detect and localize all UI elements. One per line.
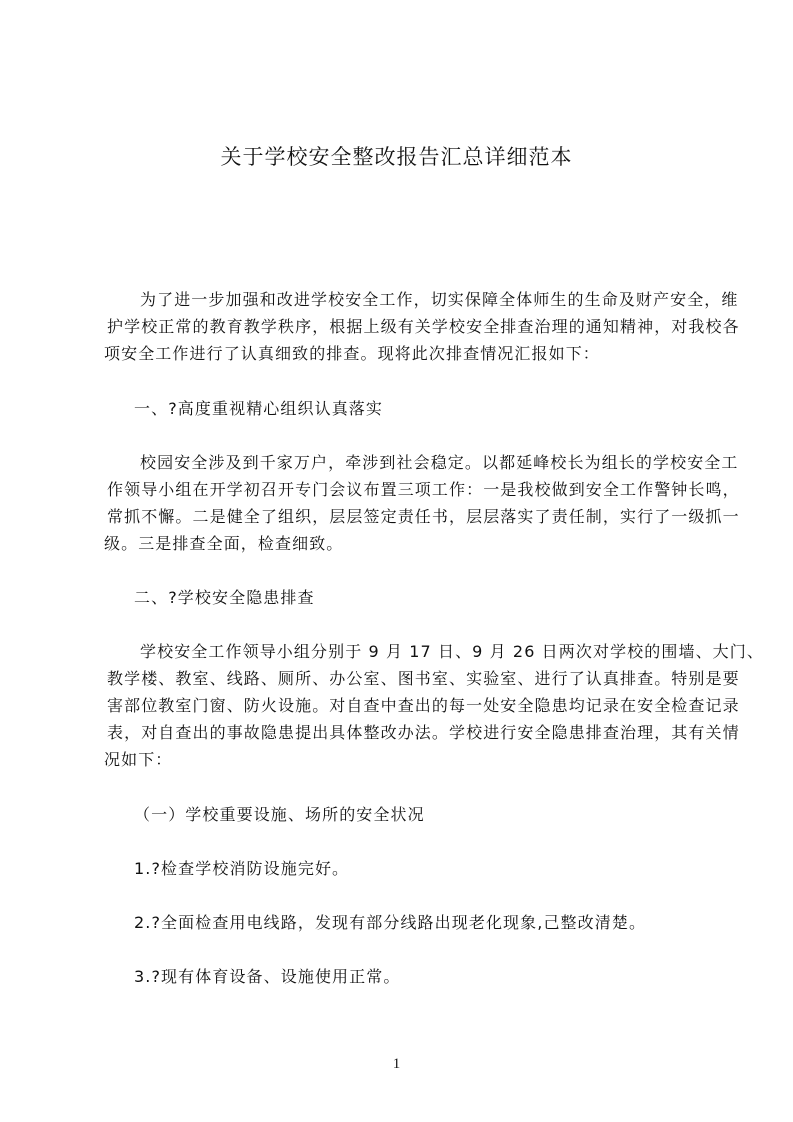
intro-line: 护学校正常的教育教学秩序，根据上级有关学校安全排查治理的通知精神，对我校各 [107,317,740,336]
paragraph-line: 作领导小组在开学初召开专门会议布置三项工作：一是我校做到安全工作警钟长鸣， [107,480,740,499]
subsection-heading: （一）学校重要设施、场所的安全状况 [134,805,425,824]
paragraph-line: 级。三是排查全面，检查细致。 [104,534,344,553]
paragraph-line: 常抓不懈。二是健全了组织，层层签定责任书，层层落实了责任制，实行了一级抓一 [107,507,740,526]
list-item: 3.?现有体育设备、设施使用正常。 [134,967,401,986]
paragraph-line: 表，对自查出的事故隐患提出具体整改办法。学校进行安全隐患排查治理，其有关情 [107,723,740,742]
list-item: 1.?检查学校消防设施完好。 [134,859,350,878]
paragraph-line: 校园安全涉及到千家万户，牵涉到社会稳定。以都延峰校长为组长的学校安全工 [140,453,739,472]
intro-line: 项安全工作进行了认真细致的排查。现将此次排查情况汇报如下： [104,344,600,363]
paragraph-line: 教学楼、教室、线路、厕所、办公室、图书室、实验室、进行了认真排查。特别是要 [107,669,740,688]
page-number: 1 [392,1056,401,1072]
document-title: 关于学校安全整改报告汇总详细范本 [220,145,573,169]
section-heading: 一、?高度重视精心组织认真落实 [134,399,383,418]
list-item: 2.?全面检查用电线路，发现有部分线路出现老化现象,己整改清楚。 [134,913,647,932]
paragraph-line: 学校安全工作领导小组分别于 9 月 17 日、9 月 26 日两次对学校的围墙、大门、 [140,642,764,661]
section-heading: 二、?学校安全隐患排查 [134,588,315,607]
paragraph-line: 害部位教室门窗、防火设施。对自查中查出的每一处安全隐患均记录在安全检查记录 [107,696,740,715]
intro-line: 为了进一步加强和改进学校安全工作，切实保障全体师生的生命及财产安全，维 [140,290,739,309]
paragraph-line: 况如下： [104,750,173,769]
